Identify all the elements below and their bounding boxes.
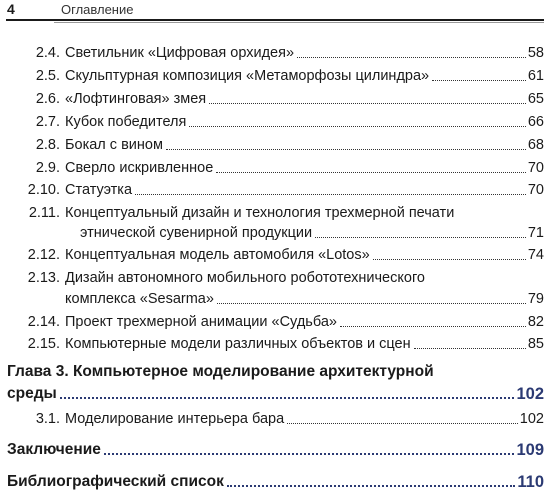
- entry-page: 70: [527, 160, 544, 176]
- toc-chapter-3[interactable]: [7, 362, 544, 382]
- entry-title: Статуэтка: [65, 182, 133, 198]
- dot-leader: [135, 194, 526, 195]
- entry-number: 2.8.: [35, 137, 60, 153]
- toc-entry-2-14[interactable]: [20, 313, 544, 331]
- dot-leader: [373, 259, 526, 260]
- entry-page: 74: [527, 247, 544, 263]
- toc-bibliography[interactable]: [7, 472, 544, 492]
- toc-entry-2-11-cont[interactable]: [20, 224, 544, 242]
- dot-leader: [315, 237, 526, 238]
- entry-number: 2.5.: [35, 68, 60, 84]
- dot-leader: [104, 453, 515, 455]
- toc-conclusion[interactable]: [7, 440, 544, 460]
- dot-leader: [414, 348, 526, 349]
- toc-entry-2-12[interactable]: [20, 246, 544, 264]
- entry-title: Светильник «Цифровая орхидея»: [65, 45, 295, 61]
- entry-title: Скульптурная композиция «Метаморфозы цилиндра»: [65, 68, 430, 84]
- entry-page: 58: [527, 45, 544, 61]
- entry-page: 68: [527, 137, 544, 153]
- entry-page: 79: [527, 291, 544, 307]
- entry-page: 85: [527, 336, 544, 352]
- toc-entry-2-6[interactable]: [20, 90, 544, 108]
- entry-page: 70: [527, 182, 544, 198]
- bibliography-title: Библиографический список: [7, 473, 224, 490]
- entry-title: Концептуальная модель автомобиля «Lotos»: [65, 247, 370, 263]
- toc-entry-2-9[interactable]: [20, 159, 544, 177]
- entry-number: 2.7.: [35, 114, 60, 130]
- entry-number: 2.9.: [35, 160, 60, 176]
- toc-entry-2-10[interactable]: [20, 181, 544, 199]
- toc-chapter-3-cont[interactable]: [7, 384, 544, 404]
- entry-number: 2.14.: [27, 314, 60, 330]
- entry-page: 65: [527, 91, 544, 107]
- dot-leader: [432, 80, 526, 81]
- toc-entry-2-15[interactable]: [20, 335, 544, 353]
- entry-page: 102: [519, 411, 544, 427]
- dot-leader: [60, 397, 515, 399]
- conclusion-page: 109: [516, 441, 544, 459]
- entry-number: 2.4.: [35, 45, 60, 61]
- page-number: 4: [7, 1, 15, 17]
- toc-entry-2-4[interactable]: [20, 44, 544, 62]
- entry-page: 82: [527, 314, 544, 330]
- toc-entry-2-13[interactable]: [20, 269, 544, 287]
- toc-entry-2-13-cont[interactable]: [20, 290, 544, 308]
- entry-title-line1: Концептуальный дизайн и технология трехмерной печати: [65, 205, 455, 221]
- toc-entry-2-7[interactable]: [20, 113, 544, 131]
- entry-number: 2.12.: [27, 247, 60, 263]
- chapter-title-line2: среды: [7, 385, 57, 402]
- running-title: Оглавление: [61, 2, 134, 17]
- dot-leader: [297, 57, 526, 58]
- entry-title-line2: этнической сувенирной продукции: [80, 225, 313, 241]
- chapter-page: 102: [516, 385, 544, 403]
- bibliography-page: 110: [517, 473, 544, 491]
- entry-page: 61: [527, 68, 544, 84]
- toc-entry-2-11[interactable]: [20, 204, 544, 222]
- header-rule: [6, 19, 544, 21]
- entry-title-line1: Дизайн автономного мобильного робототехнического: [65, 270, 425, 286]
- dot-leader: [189, 126, 526, 127]
- dot-leader: [227, 485, 516, 487]
- entry-number: 2.15.: [27, 336, 60, 352]
- entry-number: 2.6.: [35, 91, 60, 107]
- dot-leader: [340, 326, 526, 327]
- entry-title: Кубок победителя: [65, 114, 187, 130]
- entry-title: Моделирование интерьера бара: [65, 411, 285, 427]
- entry-title: Бокал с вином: [65, 137, 163, 153]
- header-subrule: [54, 22, 544, 23]
- entry-number: 2.11.: [28, 205, 60, 221]
- entry-title: Сверло искривленное: [65, 160, 214, 176]
- toc-entry-2-5[interactable]: [20, 67, 544, 85]
- toc-entry-3-1[interactable]: [20, 410, 544, 428]
- entry-title: «Лофтинговая» змея: [65, 91, 207, 107]
- toc-entry-2-8[interactable]: [20, 136, 544, 154]
- entry-title: Компьютерные модели различных объектов и сцен: [65, 336, 411, 352]
- entry-page: 66: [527, 114, 544, 130]
- entry-page: 71: [527, 225, 544, 241]
- entry-number: 2.13.: [27, 270, 60, 286]
- entry-number: 2.10.: [27, 182, 60, 198]
- conclusion-title: Заключение: [7, 441, 101, 458]
- dot-leader: [216, 172, 526, 173]
- dot-leader: [209, 103, 526, 104]
- dot-leader: [217, 303, 526, 304]
- dot-leader: [166, 149, 526, 150]
- entry-title: Проект трехмерной анимации «Судьба»: [65, 314, 337, 330]
- entry-number: 3.1.: [35, 411, 60, 427]
- running-header: [6, 0, 544, 22]
- chapter-title-line1: Глава 3. Компьютерное моделирование архитектурной: [7, 363, 434, 380]
- entry-title-line2: комплекса «Sesarma»: [65, 291, 214, 307]
- dot-leader: [287, 423, 518, 424]
